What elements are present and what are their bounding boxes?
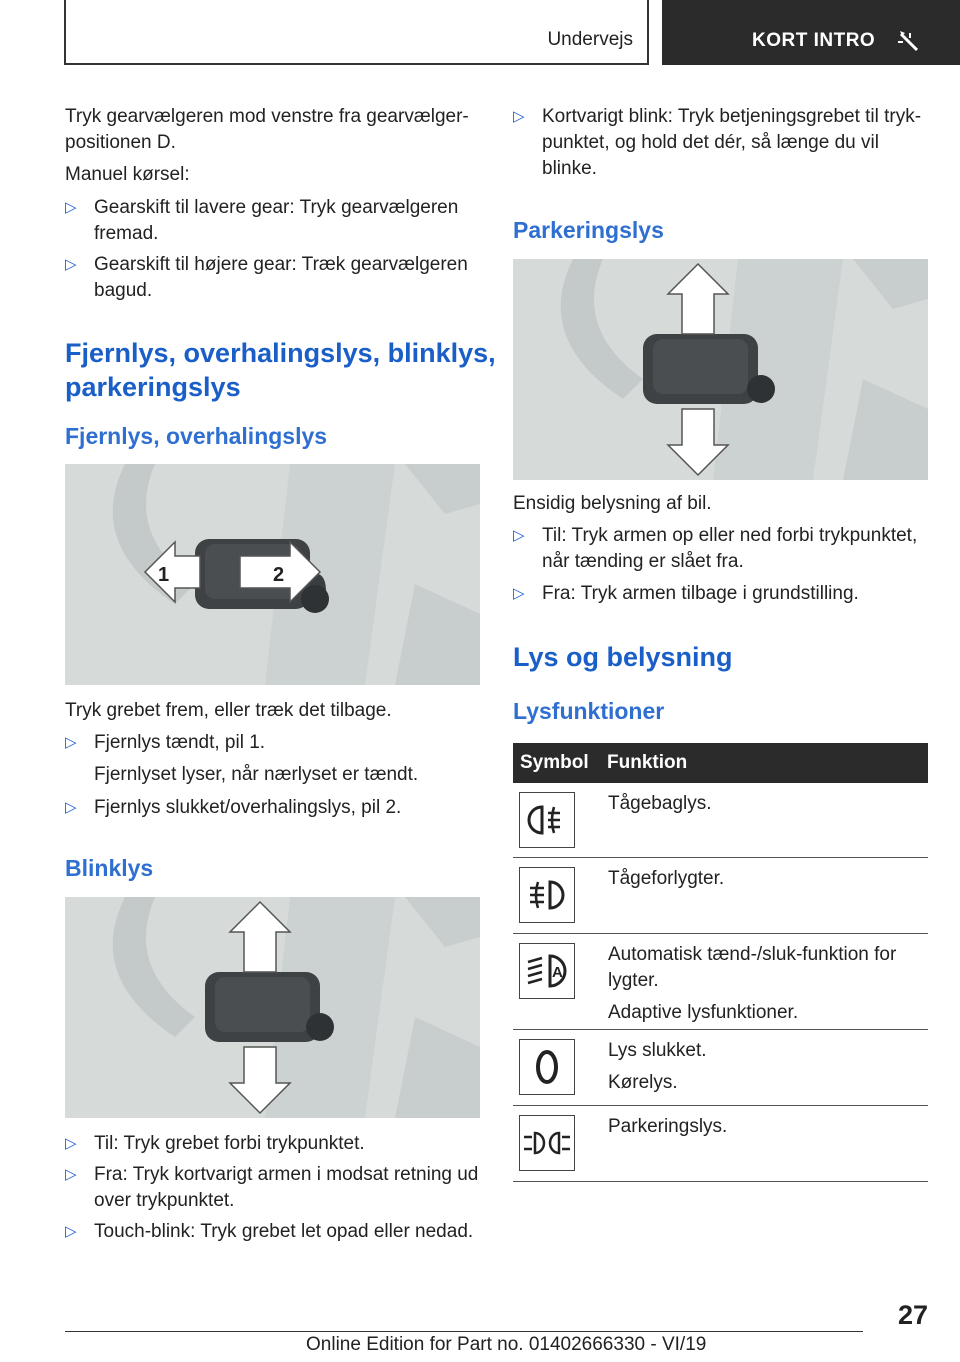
function-text: Automatisk tænd-/sluk-funktion for lygter. Adaptive lysfunktioner. [608,944,897,1023]
table-row [513,858,928,934]
section-heading-lighting: Lys og belysning [513,642,733,672]
page-number: 27 [897,1300,928,1330]
list-item: ▷ Gearskift til højere gear: Træk gearvælgeren bagud. [65,254,468,301]
header-section-tab [64,0,649,65]
illustration-high-beam-lever [65,464,480,685]
caption-parking-light: Ensidig belysning af bil. [513,493,712,514]
list-item: ▷ Til: Tryk grebet forbi trykpunktet. [65,1131,365,1157]
header-chapter-label: KORT INTRO [752,30,876,51]
caption-high-beam: Tryk grebet frem, eller træk det tilbage. [65,700,392,721]
paragraph-manual: Manuel kørsel: [65,164,190,185]
list-item: ▷ Kortvarigt blink: Tryk betjeningsgrebet til tryk- punktet, og hold det dér, så længe du vil blinke. [513,106,922,179]
table-row [513,934,928,1030]
header-section-label: Undervejs [547,29,633,50]
footer-divider [65,1331,863,1332]
lights-off-icon [519,1039,575,1095]
subheading-parking-light: Parkeringslys [513,217,664,243]
list-item: ▷ Fjernlys tændt, pil 1. Fjernlyset lyser, når nærlyset er tændt. [65,732,419,785]
bullet-triangle-icon: ▷ [65,734,77,751]
svg-text:A: A [552,964,563,981]
table-row [513,783,928,858]
table-row [513,1030,928,1106]
paragraph-gear-left: Tryk gearvælgeren mod venstre fra gearvælger- positionen D. [65,106,469,153]
rear-fog-light-icon [519,792,575,848]
parking-light-icon [519,1115,575,1171]
column-header-symbol: Symbol [520,752,589,773]
bullet-triangle-icon: ▷ [65,1166,77,1183]
bullet-triangle-icon: ▷ [513,585,525,602]
table-header [513,743,928,783]
function-text: Tågeforlygter. [608,868,725,889]
bullet-triangle-icon: ▷ [65,799,77,816]
subheading-high-beam: Fjernlys, overhalingslys [65,423,328,449]
bullet-triangle-icon: ▷ [65,1135,77,1152]
list-item: ▷ Gearskift til lavere gear: Tryk gearvælgeren fremad. [65,197,459,244]
list-item: ▷ Fjernlys slukket/overhalingslys, pil 2. [65,795,401,821]
bullet-triangle-icon: ▷ [65,199,77,216]
subheading-light-functions: Lysfunktioner [513,698,665,724]
function-text: Lys slukket. Kørelys. [608,1040,707,1093]
list-item: ▷ Fra: Tryk kortvarigt armen i modsat retning ud over trykpunktet. [65,1164,479,1211]
bullet-triangle-icon: ▷ [513,527,525,544]
bullet-triangle-icon: ▷ [513,108,525,125]
arrow-label-2: 2 [273,564,285,586]
bullet-triangle-icon: ▷ [65,256,77,273]
section-heading-lights: Fjernlys, overhalingslys, blinklys, parkeringslys [65,338,496,402]
bullet-triangle-icon: ▷ [65,1223,77,1240]
list-item: ▷ Til: Tryk armen op eller ned forbi trykpunktet, når tænding er slået fra. [513,525,918,572]
table-row [513,1106,928,1182]
wand-icon [897,30,923,54]
subheading-turn-signal: Blinklys [65,855,154,881]
function-text: Tågebaglys. [608,793,712,814]
column-header-function: Funktion [607,752,688,773]
function-text: Parkeringslys. [608,1116,728,1137]
automatic-headlight-icon [519,943,575,999]
front-fog-light-icon [519,867,575,923]
footer-edition: Online Edition for Part no. 01402666330 - VI/19 [306,1334,707,1355]
list-item: ▷ Touch-blink: Tryk grebet let opad eller nedad. [65,1219,473,1245]
light-functions-table [513,743,928,1182]
list-item: ▷ Fra: Tryk armen tilbage i grundstilling. [513,581,859,607]
illustration-parking-light-lever [513,259,928,480]
illustration-turn-signal-lever [65,897,480,1118]
header-chapter-tab [662,0,960,65]
arrow-label-1: 1 [158,564,170,586]
